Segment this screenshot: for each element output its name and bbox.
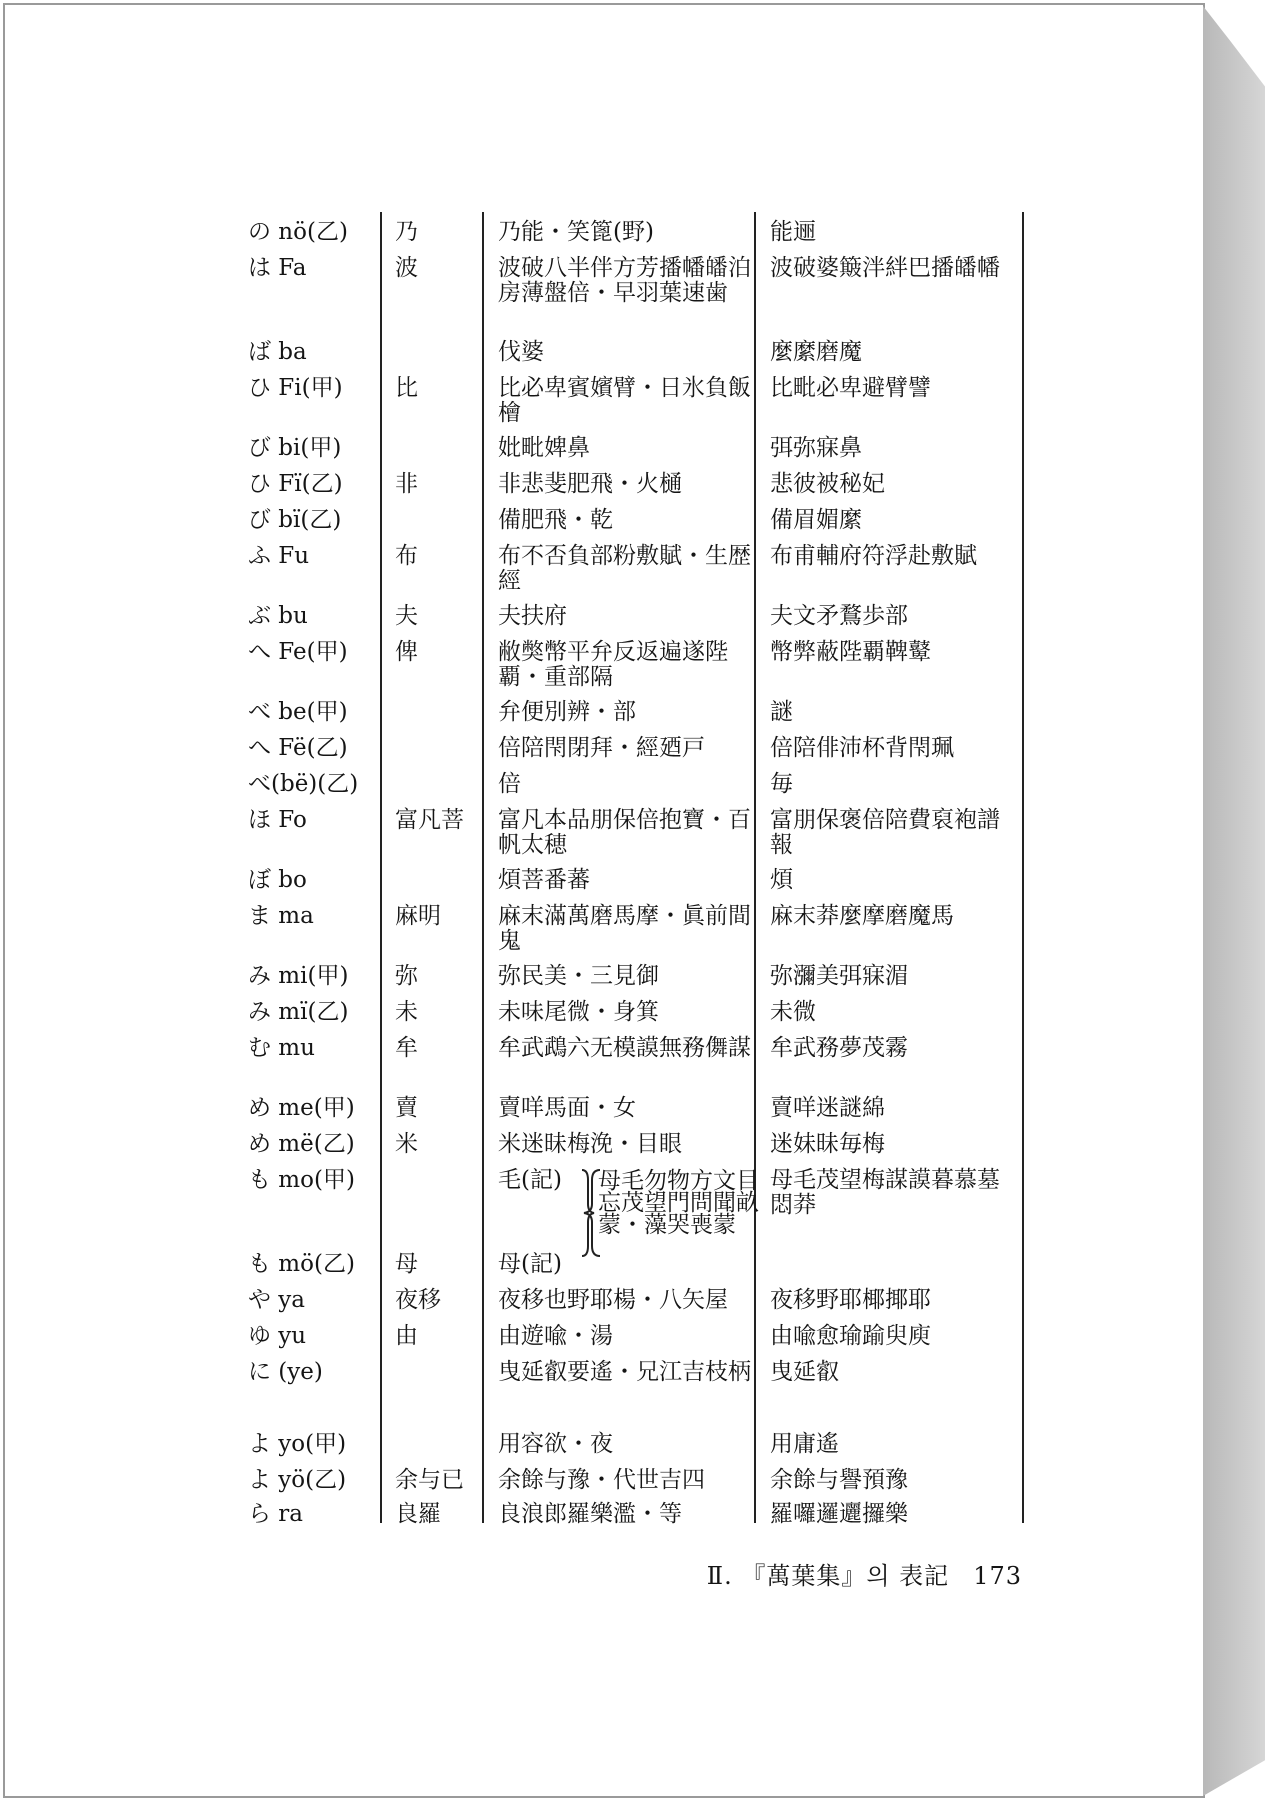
manyo-cell: 良浪郎羅樂濫・等 — [498, 1501, 682, 1527]
page-number: 173 — [973, 1562, 1022, 1590]
kana-cell: ば ba — [248, 339, 307, 365]
manyo-cell: 乃能・笑篦(野) — [498, 219, 654, 245]
bongyo-cell: 乃 — [395, 219, 418, 245]
kana-cell: も mö(乙) — [248, 1251, 355, 1277]
kana-cell: ぼ bo — [248, 867, 307, 893]
kana-cell: の nö(乙) — [248, 219, 348, 245]
nihonshoki-cell: 牟武務夢茂霧 — [770, 1035, 908, 1061]
bongyo-cell: 富凡菩 — [395, 807, 464, 833]
kana-cell: び bi(甲) — [248, 435, 342, 461]
bongyo-cell: 良羅 — [395, 1501, 441, 1527]
bongyo-cell: 牟 — [395, 1035, 418, 1061]
bongyo-cell: 賣 — [395, 1095, 418, 1121]
nihonshoki-cell: 弭弥寐鼻 — [770, 435, 862, 461]
manyo-cell: 牟武鵡六无模謨無務儛謀 — [498, 1035, 751, 1061]
kojiki-variant-a: 毛(記) — [498, 1167, 562, 1193]
manyo-cell: 麻末滿萬磨馬摩・眞前間鬼 — [498, 903, 751, 954]
manyo-cell: 敝獘幣平弁反返遍遂陛覇・重部隔 — [498, 639, 728, 690]
manyo-cell: 未味尾微・身箕 — [498, 999, 659, 1025]
manyo-cell: 用容欲・夜 — [498, 1431, 613, 1457]
kana-cell: は Fa — [248, 255, 307, 281]
kana-cell: ふ Fu — [248, 543, 310, 569]
kana-cell: ま ma — [248, 903, 314, 929]
manyo-cell: 伐婆 — [498, 339, 544, 365]
kana-cell: や ya — [248, 1287, 306, 1313]
kana-cell: ぶ bu — [248, 603, 308, 629]
kana-cell: へ Fë(乙) — [248, 735, 348, 761]
manyo-cell: 非悲斐肥飛・火樋 — [498, 471, 682, 497]
kana-cell: ら ra — [248, 1501, 304, 1527]
nihonshoki-cell: 曳延叡 — [770, 1359, 839, 1385]
nihonshoki-cell: 羅囉邏邐攞樂 — [770, 1501, 908, 1527]
kana-cell: に (ye) — [248, 1359, 323, 1385]
bongyo-cell: 波 — [395, 255, 418, 281]
manyo-cell: 夫扶府 — [498, 603, 567, 629]
nihonshoki-cell: 未微 — [770, 999, 816, 1025]
kana-cell: も mo(甲) — [248, 1167, 355, 1193]
manyo-cell: 煩菩番蕃 — [498, 867, 590, 893]
nihonshoki-cell: 倍陪俳沛杯背閇珮 — [770, 735, 954, 761]
nihonshoki-cell: 賣咩迷謎綿 — [770, 1095, 885, 1121]
page-edge — [1203, 6, 1265, 1796]
manyo-cell: 備肥飛・乾 — [498, 507, 613, 533]
bongyo-cell: 麻明 — [395, 903, 441, 929]
kana-cell: べ be(甲) — [248, 699, 348, 725]
nihonshoki-cell: 能逦 — [770, 219, 816, 245]
nihonshoki-cell: 富朋保褒倍陪費裒袍譜報 — [770, 807, 1000, 858]
nihonshoki-cell: 煩 — [770, 867, 793, 893]
nihonshoki-cell: 母毛茂望梅謀謨暮慕墓悶莽 — [770, 1167, 1000, 1218]
nihonshoki-cell: 毎 — [770, 771, 793, 797]
manyo-cell: 妣毗婢鼻 — [498, 435, 590, 461]
bongyo-cell: 夜移 — [395, 1287, 441, 1313]
nihonshoki-cell: 夫文矛鶩歩部 — [770, 603, 908, 629]
manyo-cell: 米迷昧梅浼・目眼 — [498, 1131, 682, 1157]
nihonshoki-cell: 迷妹昧毎梅 — [770, 1131, 885, 1157]
nihonshoki-cell: 比毗必卑避臂譬 — [770, 375, 931, 401]
manyo-cell: 倍 — [498, 771, 521, 797]
kana-cell: み mï(乙) — [248, 999, 349, 1025]
bongyo-cell: 布 — [395, 543, 418, 569]
kana-cell: ほ Fo — [248, 807, 307, 833]
manyo-cell: 弁便別辨・部 — [498, 699, 636, 725]
kana-cell: べ(bë)(乙) — [248, 771, 359, 797]
kana-cell: め me(甲) — [248, 1095, 355, 1121]
bongyo-cell: 米 — [395, 1131, 418, 1157]
kana-table — [228, 212, 1024, 1527]
bongyo-cell: 未 — [395, 999, 418, 1025]
kana-cell: び bï(乙) — [248, 507, 342, 533]
kojiki-variant-b: 母(記) — [498, 1251, 562, 1277]
manyo-cell: 夜移也野耶楊・八矢屋 — [498, 1287, 728, 1313]
nihonshoki-cell: 麻末莽麼摩磨魔馬 — [770, 903, 954, 929]
mo-bracket-text: 母毛勿物方文目忘茂望門問聞畝蒙・藻哭喪蒙 — [598, 1168, 759, 1238]
bongyo-cell: 俾 — [395, 639, 418, 665]
bongyo-cell: 比 — [395, 375, 418, 401]
kana-cell: む mu — [248, 1035, 315, 1061]
manyo-cell: 倍陪閇閉拜・經廼戸 — [498, 735, 705, 761]
kana-cell: よ yo(甲) — [248, 1431, 347, 1457]
nihonshoki-cell: 悲彼被秘妃 — [770, 471, 885, 497]
nihonshoki-cell: 備眉媚縻 — [770, 507, 862, 533]
manyo-cell: 比必卑賓嬪臂・日氷負飯檜 — [498, 375, 751, 426]
mo-block — [228, 1168, 1024, 1288]
manyo-cell: 余餘与豫・代世吉四 — [498, 1467, 705, 1493]
page-footer — [0, 1556, 1022, 1591]
manyo-cell: 弥民美・三見御 — [498, 963, 659, 989]
kana-cell: み mi(甲) — [248, 963, 349, 989]
bongyo-cell: 非 — [395, 471, 418, 497]
bongyo-cell: 弥 — [395, 963, 418, 989]
manyo-cell: 富凡本品朋保倍抱寶・百帆太穂 — [498, 807, 751, 858]
bongyo-cell: 余与已 — [395, 1467, 464, 1493]
chapter-title: Ⅱ. 『萬葉集』의 表記 — [706, 1562, 950, 1590]
kana-cell: ゆ yu — [248, 1323, 307, 1349]
kana-cell: よ yö(乙) — [248, 1467, 347, 1493]
kana-cell: ひ Fi(甲) — [248, 375, 343, 401]
nihonshoki-cell: 夜移野耶椰揶耶 — [770, 1287, 931, 1313]
manyo-cell: 曳延叡要遙・兄江吉枝柄 — [498, 1359, 751, 1385]
nihonshoki-cell: 弥瀰美弭寐湄 — [770, 963, 908, 989]
nihonshoki-cell: 余餘与譽預豫 — [770, 1467, 908, 1493]
nihonshoki-cell: 由喩愈瑜踰臾庾 — [770, 1323, 931, 1349]
column-divider — [1022, 212, 1024, 1523]
nihonshoki-cell: 麼縻磨魔 — [770, 339, 862, 365]
kana-cell: へ Fe(甲) — [248, 639, 348, 665]
nihonshoki-cell: 謎 — [770, 699, 793, 725]
bongyo-cell: 母 — [395, 1251, 418, 1277]
nihonshoki-cell: 波破婆簸泮絆巴播皤幡 — [770, 255, 1000, 281]
nihonshoki-cell: 幣弊蔽陛覇鞞鼙 — [770, 639, 931, 665]
manyo-cell: 波破八半伴方芳播幡皤泊房薄盤倍・早羽葉速歯 — [498, 255, 751, 306]
nihonshoki-cell: 用庸遙 — [770, 1431, 839, 1457]
bongyo-cell: 由 — [395, 1323, 418, 1349]
manyo-cell: 由遊喩・湯 — [498, 1323, 613, 1349]
manyo-cell: 布不否負部粉敷賦・生歴經 — [498, 543, 751, 594]
manyo-cell: 賣咩馬面・女 — [498, 1095, 636, 1121]
bongyo-cell: 夫 — [395, 603, 418, 629]
kana-cell: め më(乙) — [248, 1131, 355, 1157]
nihonshoki-cell: 布甫輔府符浮赴敷賦 — [770, 543, 977, 569]
kana-cell: ひ Fï(乙) — [248, 471, 343, 497]
